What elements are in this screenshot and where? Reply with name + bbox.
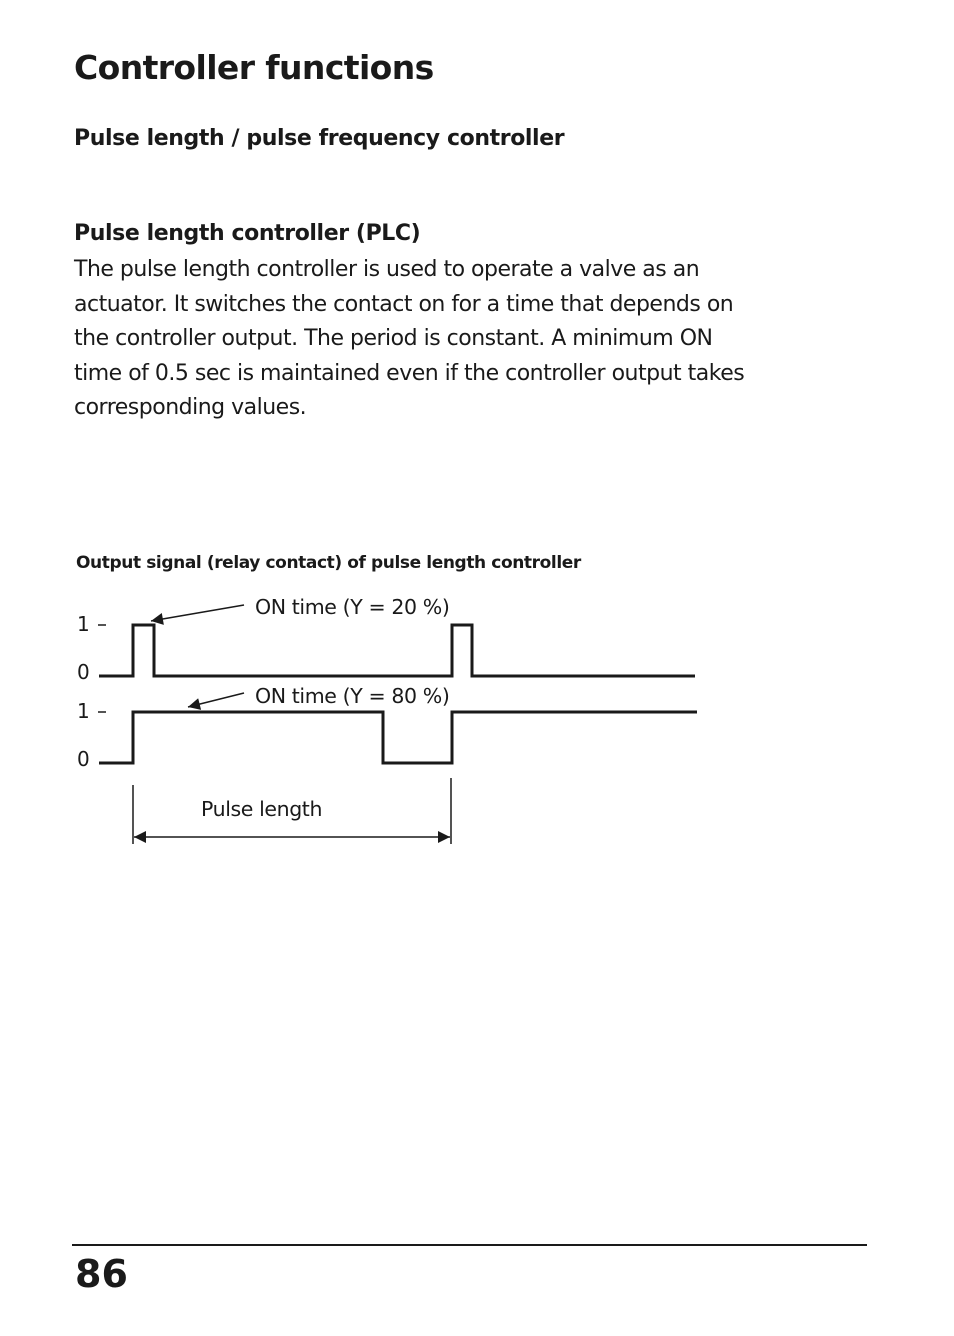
footer-divider	[72, 1244, 867, 1246]
page-number: 86	[75, 1252, 128, 1296]
on-time-20-arrow	[151, 605, 244, 621]
level-1-label-bottom: 1	[77, 699, 90, 723]
waveform-20-percent	[99, 625, 695, 676]
level-1-label-top: 1	[77, 612, 90, 636]
on-time-20-label: ON time (Y = 20 %)	[255, 595, 450, 619]
on-time-80-arrow	[188, 693, 244, 707]
subsection-heading: Pulse length controller (PLC)	[74, 221, 421, 246]
on-time-80-label: ON time (Y = 80 %)	[255, 684, 450, 708]
diagram-title: Output signal (relay contact) of pulse length controller	[76, 553, 581, 573]
level-0-label-bottom: 0	[77, 747, 90, 771]
body-line-1: The pulse length controller is used to operate a valve as an	[74, 257, 700, 282]
section-heading: Pulse length / pulse frequency controller	[74, 126, 565, 151]
page-title: Controller functions	[74, 48, 434, 87]
body-line-2: actuator. It switches the contact on for a time that depends on	[74, 291, 734, 317]
body-line-4: time of 0.5 sec is maintained even if the controller output takes	[74, 360, 745, 386]
level-0-label-top: 0	[77, 660, 90, 684]
body-line-3: the controller output. The period is constant. A minimum ON	[74, 326, 713, 352]
body-line-5: corresponding values.	[74, 395, 307, 421]
waveform-80-percent	[99, 712, 697, 763]
pulse-length-label: Pulse length	[201, 797, 323, 821]
